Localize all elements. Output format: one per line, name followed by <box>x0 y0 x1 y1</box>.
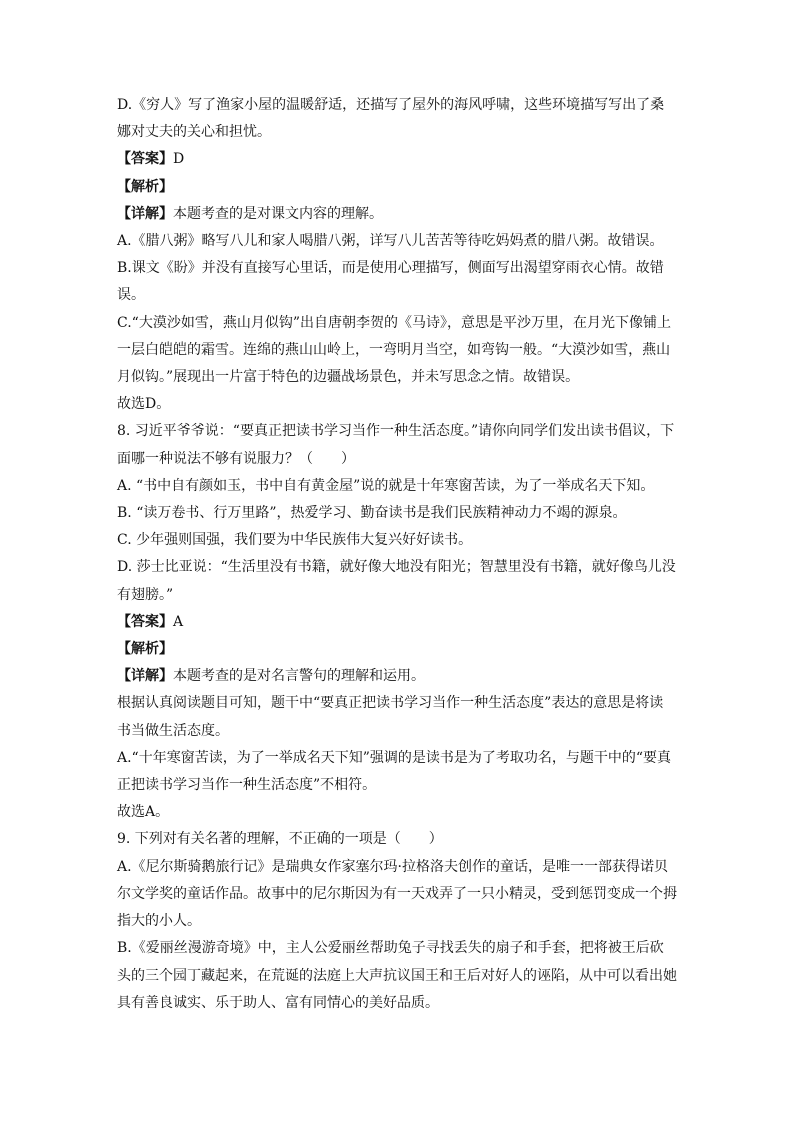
detail-c-q7: C.“大漠沙如雪，燕山月似钩”出自唐朝李贺的《马诗》，意思是平沙万里，在月光下像铺上一层白皑皑的霜雪。连绵的燕山山岭上，一弯明月当空，如弯钩一般。“大漠沙如雪，燕山月似钩。”展现出一片富于特色的边疆战场景色，并未写思念之情。故错误。 <box>117 314 671 386</box>
document-page <box>117 92 677 1017</box>
detail-a-q7: A.《腊八粥》略写八儿和家人喝腊八粥，详写八儿苦苦等待吃妈妈煮的腊八粥。故错误。 <box>117 233 664 250</box>
analysis-heading-q8 <box>117 636 677 663</box>
detail-b-q7: B.课文《盼》并没有直接写心里话，而是使用心理描写，侧面写出渴望穿雨衣心情。故错误。 <box>117 260 664 304</box>
analysis-heading-q7 <box>117 174 677 201</box>
option-b-q8: B. “读万卷书、行万里路”，热爱学习、勤奋读书是我们民族精神动力不竭的源泉。 <box>117 505 627 522</box>
option-a-q9: A.《尼尔斯骑鹅旅行记》是瑞典女作家塞尔玛·拉格洛夫创作的童话，是唯一一部获得诺贝尔文学奖的童话作品。故事中的尼尔斯因为有一天戏弄了一只小精灵，受到惩罚变成一个拇指大的小人。 <box>117 858 677 930</box>
answer-line-q7 <box>117 146 677 173</box>
option-a-q8: A. “书中自有颜如玉，书中自有黄金屋”说的就是十年寒窗苦读，为了一举成名天下知。 <box>117 477 655 494</box>
analysis-tag: 【解析】 <box>117 641 173 658</box>
answer-line-q8 <box>117 609 677 636</box>
choice-q8: 故选A。 <box>117 804 170 821</box>
question-9: 9. 下列对有关名著的理解，不正确的一项是（ ） <box>117 831 443 848</box>
answer-value: D <box>173 151 185 168</box>
detail-text: 本题考查的是对名言警句的理解和运用。 <box>173 668 425 685</box>
option-b-q9: B.《爱丽丝漫游奇境》中，主人公爱丽丝帮助兔子寻找丢失的扇子和手套，把将被王后砍头的三个园丁藏起来，在荒诞的法庭上大声抗议国王和王后对好人的诬陷，从中可以看出她具有善良诚实、乐于助人、富有同情心的美好品质。 <box>117 940 677 1011</box>
option-d-q8: D. 莎士比亚说：“生活里没有书籍，就好像大地没有阳光；智慧里没有书籍，就好像鸟儿没有翅膀。” <box>117 559 676 603</box>
question-8: 8. 习近平爷爷说：“要真正把读书学习当作一种生活态度。”请你向同学们发出读书倡议，下面哪一种说法不够有说服力？（ ） <box>117 423 675 467</box>
detail-2-q8: A.“十年寒窗苦读，为了一举成名天下知”强调的是读书是为了考取功名，与题干中的“要真正把读书学习当作一种生活态度”不相符。 <box>117 749 672 794</box>
answer-tag: 【答案】 <box>117 151 173 168</box>
answer-value: A <box>173 613 184 630</box>
answer-tag: 【答案】 <box>117 613 173 630</box>
detail-text: 本题考查的是对课文内容的理解。 <box>173 205 383 222</box>
detail-tag: 【详解】 <box>117 668 173 685</box>
option-d-q7: D.《穷人》写了渔家小屋的温暖舒适，还描写了屋外的海风呼啸，这些环境描写写出了桑娜对丈夫的关心和担忧。 <box>117 97 665 141</box>
detail-tag: 【详解】 <box>117 205 173 222</box>
choice-q7: 故选D。 <box>117 396 171 413</box>
detail-line-q7 <box>117 201 677 228</box>
analysis-tag: 【解析】 <box>117 178 173 195</box>
option-c-q8: C. 少年强则国强，我们要为中华民族伟大复兴好好读书。 <box>117 532 473 549</box>
detail-1-q8: 根据认真阅读题目可知，题干中“要真正把读书学习当作一种生活态度”表达的意思是将读书当做生活态度。 <box>117 695 664 739</box>
detail-line-q8 <box>117 663 677 690</box>
